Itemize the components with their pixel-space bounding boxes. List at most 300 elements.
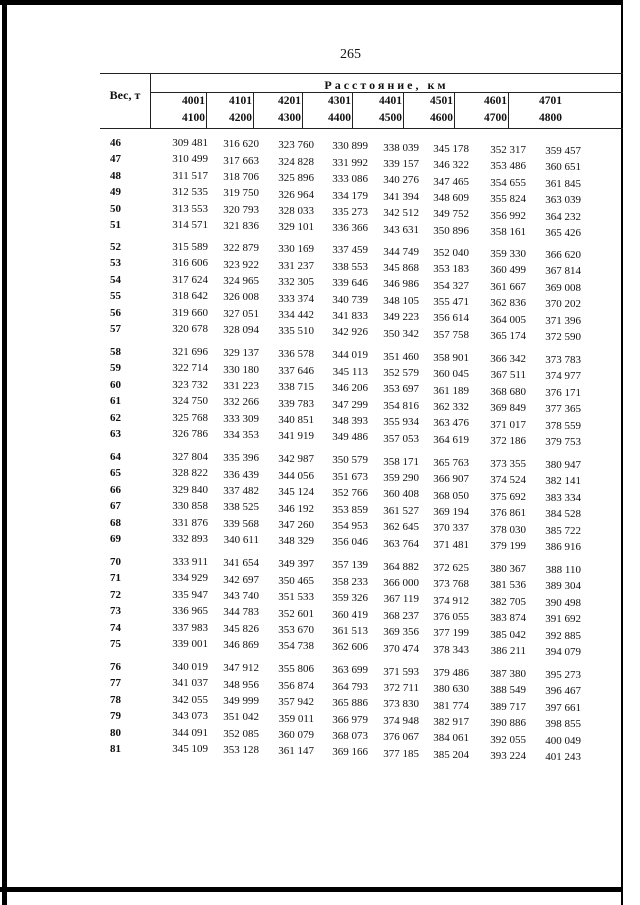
range-to: 4400 (328, 112, 351, 124)
tariff-cell: 349 752 (433, 208, 469, 221)
tariff-cell: 355 824 (490, 193, 526, 206)
tariff-cell: 330 169 (278, 243, 314, 256)
tariff-cell: 323 732 (172, 378, 208, 391)
tariff-cell: 352 085 (223, 727, 259, 740)
tariff-cell: 346 192 (278, 502, 314, 515)
tariff-cell: 372 625 (433, 561, 469, 574)
tariff-cell: 343 631 (383, 223, 419, 236)
tariff-cell: 324 750 (172, 395, 208, 408)
page-number: 265 (340, 47, 361, 62)
tariff-cell: 340 851 (278, 413, 314, 426)
scan-border-top (0, 0, 623, 5)
tariff-cell: 401 243 (545, 751, 581, 764)
row-weight: 75 (110, 638, 121, 650)
tariff-cell: 383 334 (545, 491, 581, 504)
tariff-cell: 354 655 (490, 176, 526, 189)
tariff-cell: 339 783 (278, 397, 314, 410)
tariff-cell: 316 606 (172, 257, 208, 270)
tariff-cell: 360 045 (433, 368, 469, 381)
tariff-cell: 368 050 (433, 489, 469, 502)
tariff-cell: 340 019 (172, 661, 208, 673)
range-header-4 (299, 93, 351, 127)
tariff-cell: 390 886 (490, 717, 526, 730)
tariff-cell: 328 822 (172, 467, 208, 480)
tariff-cell: 366 342 (490, 352, 526, 365)
tariff-cell: 314 571 (172, 219, 208, 231)
tariff-cell: 313 553 (172, 202, 208, 215)
tariff-cell: 361 527 (383, 504, 419, 517)
tariff-cell: 358 171 (383, 455, 419, 468)
row-weight: 56 (110, 306, 121, 319)
tariff-cell: 360 499 (490, 264, 526, 277)
tariff-cell: 376 067 (383, 731, 419, 744)
tariff-cell: 358 161 (490, 225, 526, 238)
tariff-cell: 342 697 (223, 573, 259, 586)
tariff-cell: 373 783 (545, 354, 581, 367)
tariff-cell: 384 061 (433, 732, 469, 745)
tariff-cell: 371 396 (545, 314, 581, 327)
tariff-cell: 362 836 (490, 297, 526, 310)
tariff-cell: 343 740 (223, 589, 259, 602)
tariff-cell: 359 290 (383, 472, 419, 484)
tariff-cell: 309 481 (172, 137, 208, 149)
tariff-cell: 374 948 (383, 714, 419, 727)
row-weight: 62 (110, 411, 121, 424)
weight-column-divider (150, 73, 151, 129)
tariff-cell: 372 590 (545, 331, 581, 344)
tariff-cell: 354 738 (278, 640, 314, 653)
tariff-cell: 351 460 (383, 350, 419, 363)
tariff-cell: 365 886 (332, 697, 368, 710)
row-weight: 54 (110, 273, 121, 286)
tariff-cell: 331 876 (172, 516, 208, 529)
tariff-cell: 368 073 (332, 730, 368, 743)
range-from: 4401 (379, 95, 402, 107)
tariff-cell: 350 342 (383, 327, 419, 340)
row-weight: 73 (110, 605, 121, 618)
tariff-cell: 344 056 (278, 469, 314, 482)
tariff-cell: 348 956 (223, 678, 259, 691)
tariff-cell: 332 266 (223, 396, 259, 409)
tariff-cell: 364 619 (433, 433, 469, 446)
row-weight: 66 (110, 483, 121, 496)
tariff-cell: 330 899 (332, 140, 368, 153)
tariff-cell: 354 816 (383, 399, 419, 412)
tariff-cell: 388 110 (545, 564, 581, 577)
tariff-cell: 342 512 (383, 207, 419, 220)
tariff-cell: 319 750 (223, 187, 259, 200)
row-weight: 78 (110, 693, 121, 706)
tariff-cell: 340 611 (223, 534, 259, 547)
tariff-cell: 333 309 (223, 412, 259, 425)
range-from: 4201 (278, 95, 301, 107)
tariff-cell: 336 439 (223, 468, 259, 481)
tariff-cell: 381 536 (490, 579, 526, 592)
row-weight: 76 (110, 661, 121, 673)
tariff-cell: 361 189 (433, 384, 469, 397)
tariff-cell: 346 986 (383, 278, 419, 291)
range-header-5 (350, 93, 402, 127)
tariff-cell: 359 457 (545, 145, 581, 158)
tariff-cell: 356 992 (490, 209, 526, 222)
range-from: 4101 (229, 95, 252, 107)
tariff-cell: 352 317 (490, 143, 526, 156)
tariff-cell: 359 330 (490, 247, 526, 260)
tariff-cell: 381 774 (433, 699, 469, 712)
tariff-cell: 366 979 (332, 713, 368, 726)
tariff-cell: 382 917 (433, 715, 469, 728)
tariff-cell: 332 893 (172, 533, 208, 545)
tariff-cell: 345 113 (332, 365, 368, 378)
tariff-cell: 323 922 (223, 258, 259, 271)
tariff-cell: 329 101 (278, 221, 314, 234)
tariff-cell: 322 879 (223, 242, 259, 255)
range-to: 4600 (430, 112, 453, 124)
tariff-cell: 378 030 (490, 523, 526, 536)
tariff-cell: 376 171 (545, 386, 581, 399)
tariff-cell: 377 199 (433, 627, 469, 640)
tariff-cell: 345 109 (172, 743, 208, 755)
row-weight: 59 (110, 362, 121, 375)
tariff-cell: 345 124 (278, 486, 314, 499)
tariff-cell: 358 233 (332, 575, 368, 588)
tariff-cell: 341 037 (172, 677, 208, 690)
tariff-cell: 378 343 (433, 643, 469, 656)
tariff-cell: 339 001 (172, 638, 208, 650)
tariff-cell: 373 768 (433, 578, 469, 591)
range-from: 4601 (484, 95, 507, 107)
tariff-cell: 353 183 (433, 263, 469, 276)
row-weight: 68 (110, 516, 121, 529)
row-weight: 71 (110, 572, 121, 585)
tariff-cell: 337 482 (223, 484, 259, 497)
tariff-cell: 345 826 (223, 622, 259, 635)
tariff-cell: 361 513 (332, 625, 368, 638)
tariff-cell: 368 237 (383, 609, 419, 622)
tariff-cell: 327 804 (172, 451, 208, 463)
tariff-cell: 339 646 (332, 277, 368, 290)
row-weight: 70 (110, 556, 121, 568)
tariff-cell: 348 105 (383, 294, 419, 307)
row-weight: 49 (110, 186, 121, 199)
tariff-cell: 339 157 (383, 158, 419, 170)
tariff-cell: 343 073 (172, 710, 208, 723)
row-weight: 81 (110, 743, 121, 755)
tariff-cell: 362 606 (332, 641, 368, 654)
tariff-cell: 347 260 (278, 518, 314, 531)
tariff-cell: 324 965 (223, 274, 259, 287)
range-divider (508, 93, 509, 129)
range-to: 4500 (379, 112, 402, 124)
tariff-cell: 365 763 (433, 456, 469, 469)
range-to: 4100 (182, 112, 205, 124)
tariff-cell: 310 499 (172, 153, 208, 166)
tariff-cell: 352 579 (383, 367, 419, 379)
tariff-cell: 325 768 (172, 411, 208, 424)
tariff-cell: 359 011 (278, 712, 314, 725)
tariff-cell: 348 329 (278, 535, 314, 548)
tariff-cell: 338 715 (278, 381, 314, 394)
tariff-cell: 336 366 (332, 222, 368, 235)
tariff-cell: 337 459 (332, 244, 368, 257)
tariff-cell: 369 356 (383, 626, 419, 639)
tariff-cell: 344 783 (223, 606, 259, 619)
tariff-cell: 364 882 (383, 560, 419, 573)
tariff-cell: 365 426 (545, 227, 581, 240)
tariff-cell: 347 299 (332, 398, 368, 411)
tariff-cell: 328 094 (223, 324, 259, 337)
tariff-cell: 345 178 (433, 142, 469, 155)
tariff-cell: 363 764 (383, 537, 419, 550)
tariff-cell: 368 680 (490, 385, 526, 398)
tariff-cell: 352 040 (433, 246, 469, 259)
tariff-cell: 392 055 (490, 733, 526, 746)
tariff-cell: 333 374 (278, 292, 314, 305)
tariff-cell: 356 874 (278, 679, 314, 692)
tariff-cell: 334 442 (278, 308, 314, 321)
tariff-cell: 364 232 (545, 210, 581, 223)
tariff-cell: 353 697 (383, 383, 419, 396)
tariff-cell: 353 859 (332, 503, 368, 516)
tariff-cell: 344 091 (172, 726, 208, 739)
tariff-cell: 321 696 (172, 346, 208, 358)
tariff-cell: 389 717 (490, 700, 526, 713)
tariff-cell: 321 836 (223, 220, 259, 233)
tariff-cell: 360 651 (545, 161, 581, 174)
scan-border-right (621, 0, 623, 905)
tariff-cell: 349 486 (332, 431, 368, 444)
row-weight: 63 (110, 428, 121, 440)
tariff-cell: 379 199 (490, 539, 526, 552)
tariff-cell: 322 714 (172, 362, 208, 375)
tariff-cell: 339 568 (223, 517, 259, 530)
tariff-cell: 320 678 (172, 323, 208, 335)
tariff-cell: 317 624 (172, 273, 208, 286)
tariff-cell: 379 753 (545, 436, 581, 449)
tariff-cell: 366 620 (545, 249, 581, 262)
tariff-cell: 335 510 (278, 325, 314, 338)
tariff-cell: 344 019 (332, 349, 368, 362)
range-header-3 (249, 93, 301, 127)
tariff-cell: 356 614 (433, 312, 469, 325)
tariff-cell: 372 711 (383, 682, 419, 694)
tariff-cell: 335 947 (172, 588, 208, 601)
tariff-cell: 369 166 (332, 746, 368, 759)
tariff-cell: 374 912 (433, 594, 469, 607)
tariff-cell: 326 786 (172, 428, 208, 440)
tariff-cell: 350 579 (332, 454, 368, 467)
weight-column-header: Вес, т (109, 88, 141, 102)
tariff-cell: 385 042 (490, 628, 526, 641)
row-weight: 58 (110, 346, 121, 358)
tariff-cell: 398 855 (545, 718, 581, 731)
header-bottom-rule (100, 128, 623, 129)
tariff-cell: 350 465 (278, 574, 314, 587)
tariff-cell: 332 305 (278, 276, 314, 289)
row-weight: 77 (110, 677, 121, 690)
tariff-cell: 371 481 (433, 538, 469, 551)
tariff-cell: 363 039 (545, 194, 581, 207)
distance-column-header: Расстояние, км (324, 78, 449, 92)
range-header-6 (401, 93, 453, 127)
tariff-cell: 361 147 (278, 745, 314, 758)
tariff-cell: 373 830 (383, 698, 419, 711)
tariff-cell: 329 137 (223, 347, 259, 360)
tariff-cell: 362 645 (383, 521, 419, 534)
range-header-8 (510, 93, 562, 127)
tariff-cell: 337 983 (172, 621, 208, 634)
tariff-cell: 333 086 (332, 173, 368, 186)
tariff-cell: 355 471 (433, 295, 469, 308)
tariff-cell: 374 524 (490, 474, 526, 487)
tariff-cell: 400 049 (545, 734, 581, 747)
row-weight: 55 (110, 290, 121, 303)
tariff-cell: 324 828 (278, 155, 314, 168)
tariff-cell: 376 861 (490, 507, 526, 520)
tariff-cell: 347 912 (223, 662, 259, 675)
tariff-cell: 385 204 (433, 748, 469, 761)
tariff-cell: 353 128 (223, 744, 259, 757)
tariff-cell: 380 367 (490, 562, 526, 575)
row-weight: 64 (110, 451, 121, 463)
tariff-cell: 327 051 (223, 307, 259, 320)
tariff-cell: 352 601 (278, 607, 314, 620)
tariff-cell: 369 008 (545, 281, 581, 294)
tariff-cell: 336 578 (278, 348, 314, 361)
tariff-cell: 366 907 (433, 473, 469, 486)
range-header-7 (455, 93, 507, 127)
tariff-cell: 338 039 (383, 141, 419, 154)
tariff-cell: 390 498 (545, 596, 581, 609)
tariff-cell: 340 276 (383, 174, 419, 187)
range-to: 4300 (278, 112, 301, 124)
tariff-cell: 312 535 (172, 186, 208, 199)
tariff-cell: 341 654 (223, 557, 259, 570)
tariff-cell: 352 766 (332, 487, 368, 500)
tariff-cell: 328 033 (278, 204, 314, 217)
row-weight: 61 (110, 395, 121, 408)
tariff-cell: 356 046 (332, 536, 368, 549)
row-weight: 72 (110, 588, 121, 601)
tariff-cell: 331 992 (332, 156, 368, 169)
tariff-cell: 360 408 (383, 488, 419, 501)
tariff-cell: 337 646 (278, 364, 314, 377)
tariff-cell: 357 758 (433, 328, 469, 341)
tariff-cell: 353 486 (490, 160, 526, 173)
tariff-cell: 373 355 (490, 457, 526, 470)
tariff-cell: 315 589 (172, 241, 208, 253)
tariff-cell: 385 722 (545, 524, 581, 537)
tariff-cell: 333 911 (172, 556, 208, 568)
tariff-cell: 316 620 (223, 138, 259, 151)
row-weight: 47 (110, 153, 121, 166)
tariff-cell: 370 337 (433, 522, 469, 535)
tariff-cell: 391 692 (545, 613, 581, 626)
tariff-cell: 394 079 (545, 646, 581, 659)
tariff-cell: 361 667 (490, 280, 526, 293)
range-to: 4200 (229, 112, 252, 124)
row-weight: 52 (110, 241, 121, 253)
tariff-cell: 319 660 (172, 306, 208, 319)
tariff-cell: 350 896 (433, 224, 469, 237)
tariff-cell: 349 397 (278, 558, 314, 571)
tariff-cell: 380 630 (433, 683, 469, 696)
tariff-cell: 320 793 (223, 203, 259, 216)
tariff-cell: 341 919 (278, 430, 314, 443)
tariff-cell: 371 017 (490, 418, 526, 431)
row-weight: 65 (110, 467, 121, 480)
tariff-cell: 386 916 (545, 541, 581, 554)
tariff-cell: 397 661 (545, 701, 581, 714)
tariff-cell: 377 365 (545, 403, 581, 416)
row-weight: 46 (110, 137, 121, 149)
tariff-cell: 365 174 (490, 329, 526, 342)
tariff-cell: 334 929 (172, 572, 208, 585)
tariff-cell: 359 326 (332, 592, 368, 605)
tariff-cell: 396 467 (545, 685, 581, 698)
tariff-cell: 342 987 (278, 453, 314, 466)
tariff-cell: 371 593 (383, 665, 419, 678)
tariff-cell: 374 977 (545, 370, 581, 383)
tariff-cell: 362 332 (433, 400, 469, 413)
tariff-cell: 341 394 (383, 190, 419, 203)
tariff-cell: 338 553 (332, 260, 368, 273)
tariff-cell: 336 965 (172, 605, 208, 618)
row-weight: 51 (110, 219, 121, 231)
tariff-cell: 331 223 (223, 379, 259, 392)
tariff-cell: 386 211 (490, 644, 526, 657)
scan-border-left (2, 0, 7, 905)
tariff-cell: 363 699 (332, 664, 368, 677)
tariff-cell: 355 806 (278, 663, 314, 676)
tariff-cell: 311 517 (172, 169, 208, 182)
tariff-cell: 346 869 (223, 639, 259, 652)
row-weight: 53 (110, 257, 121, 270)
tariff-cell: 317 663 (223, 154, 259, 167)
range-header-2 (200, 93, 252, 127)
tariff-cell: 367 814 (545, 265, 581, 278)
tariff-cell: 392 885 (545, 629, 581, 642)
tariff-cell: 370 202 (545, 298, 581, 311)
tariff-cell: 383 874 (490, 612, 526, 625)
tariff-cell: 353 670 (278, 623, 314, 636)
tariff-cell: 344 749 (383, 245, 419, 258)
range-from: 4501 (430, 95, 453, 107)
tariff-cell: 347 465 (433, 175, 469, 188)
tariff-cell: 389 304 (545, 580, 581, 593)
tariff-cell: 330 858 (172, 500, 208, 513)
tariff-cell: 325 896 (278, 172, 314, 185)
row-weight: 79 (110, 710, 121, 723)
tariff-cell: 376 055 (433, 610, 469, 623)
tariff-cell: 357 942 (278, 696, 314, 709)
tariff-cell: 382 705 (490, 595, 526, 608)
tariff-cell: 354 953 (332, 520, 368, 533)
tariff-cell: 318 642 (172, 290, 208, 303)
tariff-cell: 349 223 (383, 311, 419, 324)
tariff-cell: 346 322 (433, 159, 469, 172)
tariff-cell: 361 845 (545, 177, 581, 190)
tariff-cell: 367 511 (490, 369, 526, 382)
tariff-cell: 349 999 (223, 694, 259, 707)
tariff-cell: 342 055 (172, 693, 208, 706)
tariff-cell: 382 141 (545, 475, 581, 488)
tariff-cell: 326 008 (223, 291, 259, 304)
tariff-cell: 360 079 (278, 728, 314, 741)
tariff-cell: 366 000 (383, 577, 419, 589)
range-to: 4700 (484, 112, 507, 124)
tariff-cell: 330 180 (223, 363, 259, 376)
